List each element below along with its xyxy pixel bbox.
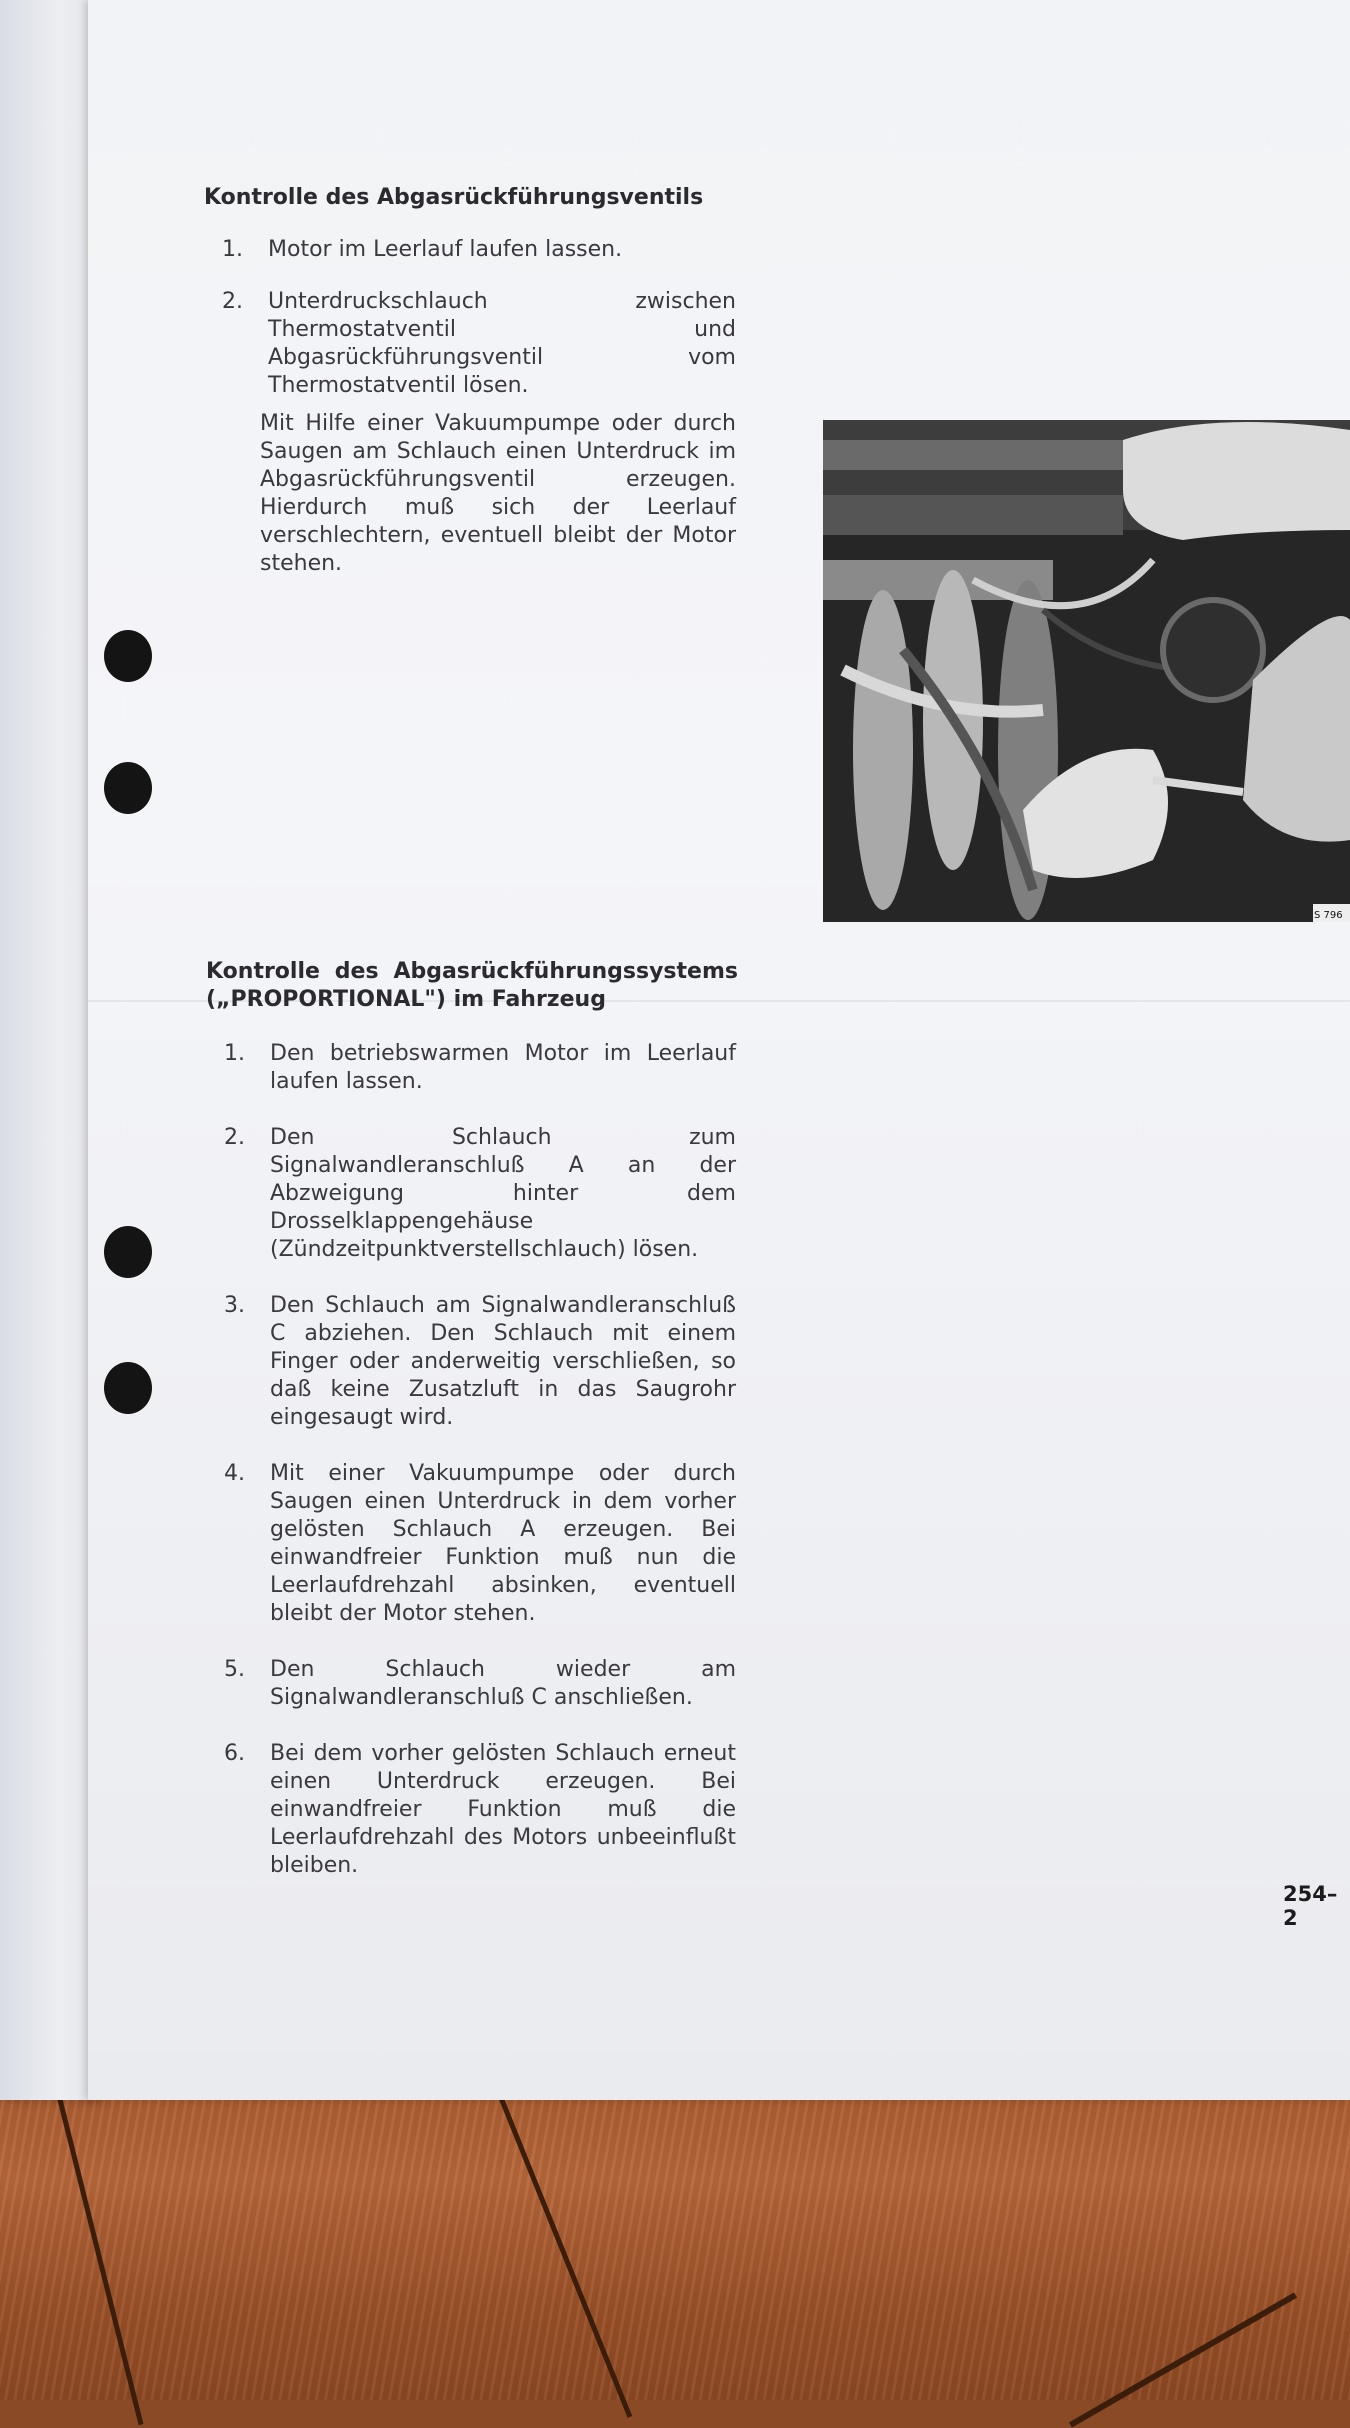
- vacuum-note: Mit Hilfe einer Vakuumpumpe oder durch Saugen am Schlauch einen Unterdruck im Abgasrückführungsventil erzeugen. Hierdurch muß sich der Leerlauf verschlechtern, eventuell bleibt der Motor stehen.: [260, 411, 736, 576]
- valve-check-steps: [222, 236, 736, 400]
- engine-photo-illustration: [823, 420, 1350, 922]
- step-number: 2.: [222, 289, 243, 314]
- photo-label: S 796: [1314, 910, 1343, 921]
- step-number: 1.: [224, 1041, 245, 1066]
- step-text: Den Schlauch zum Signalwandleranschluß A an der Abzweigung hinter dem Drosselklappengehäuse (Zündzeitpunktverstellschlauch) lösen.: [270, 1125, 736, 1262]
- step-text: Den Schlauch wieder am Signalwandleranschluß C anschließen.: [270, 1657, 736, 1710]
- punch-hole: [104, 762, 152, 814]
- step-text: Unterdruckschlauch zwischen Thermostatventil und Abgasrückführungsventil vom Thermostatventil lösen.: [268, 289, 736, 398]
- section-subheading-system-check: („PROPORTIONAL") im Fahrzeug: [206, 987, 606, 1012]
- step-text: Mit einer Vakuumpumpe oder durch Saugen einen Unterdruck in dem vorher gelösten Schlauch A erzeugen. Bei einwandfreier Funktion muß nun die Leerlaufdrehzahl absinken, eventuell bleibt der Motor stehen.: [270, 1461, 736, 1626]
- section-heading-valve-check: Kontrolle des Abgasrückführungsventils: [204, 185, 704, 210]
- section-heading-system-check: Kontrolle des Abgasrückführungssystems: [206, 959, 738, 984]
- step-number: 6.: [224, 1741, 245, 1766]
- wooden-floor: [0, 2060, 1350, 2400]
- punch-hole: [104, 630, 152, 682]
- engine-photo: [823, 420, 1350, 922]
- list-item: [224, 1460, 736, 1628]
- step-text: Motor im Leerlauf laufen lassen.: [268, 237, 623, 262]
- list-item: [222, 288, 736, 400]
- back-page: [0, 0, 100, 2100]
- step-number: 1.: [222, 237, 243, 262]
- punch-hole: [104, 1226, 152, 1278]
- list-item: [224, 1292, 736, 1432]
- system-check-steps: [224, 1040, 736, 1880]
- punch-hole: [104, 1362, 152, 1414]
- step-text: Den betriebswarmen Motor im Leerlauf laufen lassen.: [270, 1041, 736, 1094]
- step-text: Bei dem vorher gelösten Schlauch erneut einen Unterdruck erzeugen. Bei einwandfreier Funktion muß die Leerlaufdrehzahl des Motors unbeeinflußt bleiben.: [270, 1741, 736, 1878]
- page-number: 254–2: [1283, 1882, 1338, 1930]
- list-item: [224, 1740, 736, 1880]
- step-number: 5.: [224, 1657, 245, 1682]
- step-number: 3.: [224, 1293, 245, 1318]
- step-number: 4.: [224, 1461, 245, 1486]
- list-item: [224, 1040, 736, 1096]
- step-text: Den Schlauch am Signalwandleranschluß C abziehen. Den Schlauch mit einem Finger oder anderweitig verschließen, so daß keine Zusatzluft in das Saugrohr eingesaugt wird.: [270, 1293, 736, 1430]
- list-item: [222, 236, 736, 264]
- list-item: [224, 1124, 736, 1264]
- list-item: [224, 1656, 736, 1712]
- step-number: 2.: [224, 1125, 245, 1150]
